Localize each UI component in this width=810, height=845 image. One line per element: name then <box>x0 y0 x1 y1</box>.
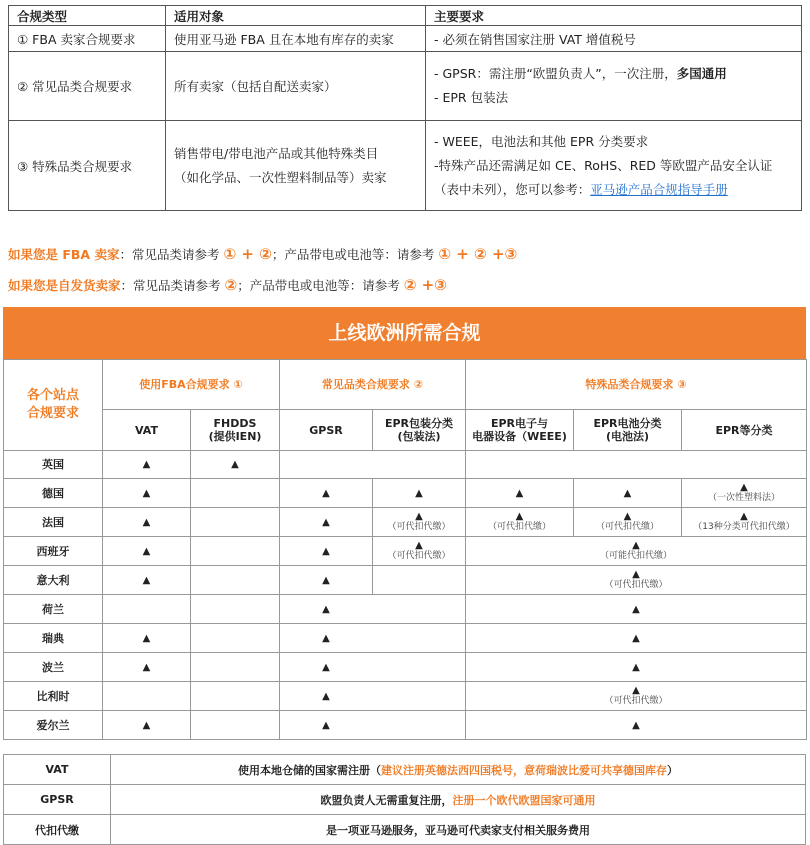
mark-icon: ▲ <box>415 511 423 522</box>
table-row <box>4 451 807 479</box>
table-row <box>4 815 806 845</box>
self-ship-note <box>8 276 447 294</box>
term-desc <box>111 755 806 785</box>
target-cell: 使用亚马逊 FBA 且在本地有库存的卖家 <box>166 26 426 52</box>
note-ref: ② +③ <box>403 276 447 294</box>
requirement-cell <box>426 121 802 211</box>
mark-icon: ▲ <box>623 511 632 522</box>
mark-icon: ▲ <box>322 661 330 673</box>
mark-icon: ▲ <box>142 459 151 470</box>
gpsr-text: - GPSR：需注册“欧盟负责人”，一次注册， <box>434 66 677 81</box>
mark-icon: ▲ <box>322 574 330 586</box>
requirement-cell: - 必须在销售国家注册 VAT 增值税号 <box>426 26 802 52</box>
col-gpsr: GPSR <box>280 410 373 451</box>
mark-icon: ▲ <box>632 603 640 615</box>
gpsr-bold: 多国通用 <box>676 66 727 81</box>
country-uk: 英国 <box>4 451 103 479</box>
mark-icon: ▲ <box>632 661 640 673</box>
term-desc <box>111 815 806 845</box>
site-requirements-corner <box>4 360 103 451</box>
glossary-table <box>3 754 806 845</box>
mark-icon: ▲ <box>322 603 330 615</box>
country-pl: 波兰 <box>4 653 103 682</box>
mark-icon: ▲ <box>142 719 151 731</box>
cell-note: （一次性塑料法） <box>708 493 781 503</box>
desc-text: 使用本地仓储的国家需注册（ <box>238 763 381 777</box>
country-be: 比利时 <box>4 682 103 711</box>
mark-icon: ▲ <box>231 459 239 470</box>
country-de: 德国 <box>4 479 103 508</box>
header-type: 合规类型 <box>9 6 166 26</box>
mark-icon: ▲ <box>142 516 151 528</box>
mark-icon: ▲ <box>142 545 151 557</box>
type-cell: ② 常见品类合规要求 <box>9 52 166 121</box>
mark-icon: ▲ <box>632 569 640 580</box>
table-row <box>9 121 802 211</box>
col-fhdds: FHDDS (提供IEN) <box>191 410 280 451</box>
country-fr: 法国 <box>4 508 103 537</box>
target-cell <box>166 121 426 211</box>
corner-label: 各个站点 合规要求 <box>26 388 79 421</box>
table-row <box>9 52 802 121</box>
cell-note: （可代扣代缴） <box>604 580 668 590</box>
mark-icon: ▲ <box>632 540 640 551</box>
group-fba: 使用FBA合规要求 ① <box>103 360 280 410</box>
compliance-type-table <box>8 5 802 211</box>
target-line: （如化学品、一次性塑料制品等）卖家 <box>174 169 387 185</box>
cert-text: -特殊产品还需满足如 CE、RoHS、RED 等欧盟产品安全认证 <box>434 157 773 173</box>
target-line: 销售带电/带电池产品或其他特殊类目 <box>174 145 379 161</box>
table-row <box>4 682 807 711</box>
mark-icon: ▲ <box>515 487 524 499</box>
note-text: ：常见品类请参考 <box>120 278 225 293</box>
compliance-guide-link[interactable]: 亚马逊产品合规指导手册 <box>590 181 728 197</box>
mark-icon: ▲ <box>632 685 640 696</box>
ref-text: （表中未列），您可以参考： <box>434 181 591 197</box>
col-epr-other: EPR等分类 <box>682 410 807 451</box>
table-row <box>4 653 807 682</box>
col-epr-packaging: EPR包装分类 (包装法) <box>373 410 466 451</box>
table-row <box>9 26 802 52</box>
note-text: ：常见品类请参考 <box>119 247 224 262</box>
country-ie: 爱尔兰 <box>4 711 103 740</box>
country-se: 瑞典 <box>4 624 103 653</box>
term-agent-tax: 代扣代缴 <box>4 815 111 845</box>
mark-icon: ▲ <box>322 545 330 557</box>
mark-icon: ▲ <box>142 487 151 499</box>
target-cell: 所有卖家（包括自配送卖家） <box>166 52 426 121</box>
type-cell: ③ 特殊品类合规要求 <box>9 121 166 211</box>
mark-icon: ▲ <box>632 719 640 731</box>
note-ref: ① + ② +③ <box>438 245 518 263</box>
type-cell: ① FBA 卖家合规要求 <box>9 26 166 52</box>
weee-text: - WEEE，电池法和其他 EPR 分类要求 <box>434 133 649 149</box>
self-lead: 如果您是自发货卖家 <box>8 278 121 293</box>
table-row <box>4 479 807 508</box>
mark-icon: ▲ <box>740 511 748 522</box>
header-requirements: 主要要求 <box>426 6 802 26</box>
note-ref: ① + ② <box>223 245 272 263</box>
group-common: 常见品类合规要求 ② <box>280 360 466 410</box>
eu-compliance-title: 上线欧洲所需合规 <box>3 307 806 359</box>
mark-icon: ▲ <box>322 632 330 644</box>
col-epr-battery: EPR电池分类 (电池法) <box>574 410 682 451</box>
term-gpsr: GPSR <box>4 785 111 815</box>
mark-icon: ▲ <box>142 661 151 673</box>
term-desc <box>111 785 806 815</box>
cell-note: （可代扣代缴） <box>387 551 451 561</box>
col-vat: VAT <box>103 410 191 451</box>
country-es: 西班牙 <box>4 537 103 566</box>
desc-highlight: 建议注册英德法西四国税号，意荷瑞波比爱可共享德国库存 <box>381 763 667 777</box>
mark-icon: ▲ <box>322 690 330 702</box>
fba-note <box>8 245 517 263</box>
mark-icon: ▲ <box>322 516 330 528</box>
table-row <box>4 624 807 653</box>
header-target: 适用对象 <box>166 6 426 26</box>
eu-compliance-table <box>3 359 807 740</box>
note-text: ；产品带电或电池等：请参考 <box>271 247 439 262</box>
mark-icon: ▲ <box>415 540 423 551</box>
cell-note: （13种分类可代扣代缴） <box>693 522 795 532</box>
cell-note: （可代扣代缴） <box>604 696 668 706</box>
table-row <box>4 566 807 595</box>
note-ref: ② <box>224 276 238 294</box>
mark-icon: ▲ <box>623 487 632 499</box>
table-row <box>4 755 806 785</box>
mark-icon: ▲ <box>415 487 423 499</box>
mark-icon: ▲ <box>322 719 330 731</box>
note-text: ；产品带电或电池等：请参考 <box>237 278 404 293</box>
col-epr-weee: EPR电子与 电器设备（WEEE) <box>466 410 574 451</box>
cell-note: （可能代扣代缴） <box>600 551 673 561</box>
table-row <box>4 785 806 815</box>
mark-icon: ▲ <box>142 574 151 586</box>
country-it: 意大利 <box>4 566 103 595</box>
term-vat: VAT <box>4 755 111 785</box>
requirement-cell <box>426 52 802 121</box>
group-special: 特殊品类合规要求 ③ <box>466 360 807 410</box>
cell-note: （可代扣代缴） <box>487 522 551 532</box>
mark-icon: ▲ <box>632 632 640 644</box>
desc-tail: ） <box>667 763 678 777</box>
mark-icon: ▲ <box>142 632 151 644</box>
table-row <box>4 508 807 537</box>
table-row <box>4 595 807 624</box>
desc-text: 欧盟负责人无需重复注册， <box>320 793 453 807</box>
cell-note: （可代扣代缴） <box>595 522 659 532</box>
desc-highlight: 注册一个欧代欧盟国家可通用 <box>452 793 596 807</box>
country-nl: 荷兰 <box>4 595 103 624</box>
epr-text: - EPR 包装法 <box>434 90 509 105</box>
desc-text: 是一项亚马逊服务，亚马逊可代卖家支付相关服务费用 <box>326 823 590 837</box>
fba-lead: 如果您是 FBA 卖家 <box>8 247 120 262</box>
mark-icon: ▲ <box>740 482 748 493</box>
mark-icon: ▲ <box>515 511 524 522</box>
cell-note: （可代扣代缴） <box>387 522 451 532</box>
table-row <box>4 711 807 740</box>
mark-icon: ▲ <box>322 487 330 499</box>
table-row <box>4 537 807 566</box>
